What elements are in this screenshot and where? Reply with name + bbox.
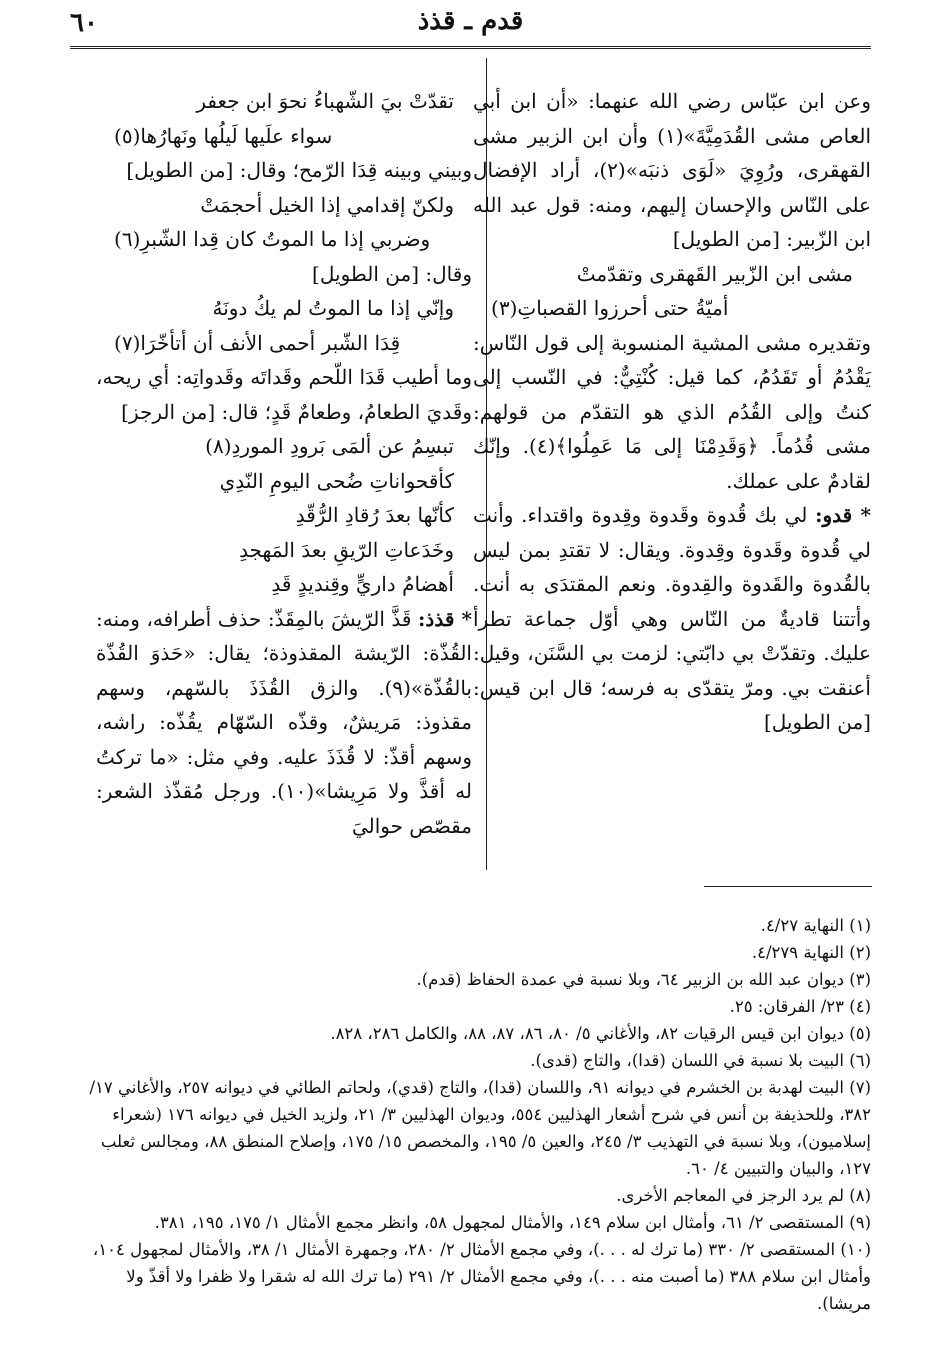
- footnote: (٦) البيت بلا نسبة في اللسان (قدا)، والتاج (قدى).: [530, 1051, 871, 1070]
- footnote: (٣) ديوان عبد الله بن الزبير ٦٤، وبلا نسبة في عمدة الحفاظ (قدم).: [416, 970, 871, 989]
- footnote: (٢) النهاية ٤/٢٧٩.: [751, 943, 871, 962]
- poem-verse: [96, 188, 472, 257]
- footnote: (٨) لم يرد الرجز في المعاجم الأخرى.: [616, 1186, 871, 1205]
- rajaz-line: تبسِمُ عن ألمَى بَرودِ الموردِ(٨): [205, 434, 454, 458]
- poem-verse: [96, 291, 472, 360]
- paragraph: وما أطيب قَدَا اللّحم وقَداتَه وقَدواتِه: أي ريحه، وقَديَ الطعامُ، وطعامٌ قَدٍ؛ قال: [من الرجز]: [96, 365, 472, 424]
- verse-second-hemistich: وضربي إذا ما الموتُ كان قِدا الشّبرِ(٦): [114, 227, 431, 251]
- paragraph: وقال: [من الطويل]: [312, 261, 472, 286]
- rajaz-poem: [96, 429, 472, 602]
- entry-text: قَذَّ الرّيشَ بالمِقَذّ: حذف أطرافه، ومنه: القُذّة: الرّيشة المقذوذة؛ يقال: «حَذوَ القُذّة بالقُذّة»(٩). والزق القُذَذَ بالسّهم، وسهم مقذوذ: مَريشٌ، وقذّه السّهّام يقُذّه: راشه، وسهم أقذّ: لا قُذَذَ عليه. وفي مثل: «ما تركتُ له أقذَّ ولا مَرِيشا»(١٠). ورجل مُقذّذ الشعر: مقصّص حواليَ: [96, 606, 472, 838]
- verse-first-hemistich: تقدّتْ بيَ الشّهباءُ نحوَ ابن جعفر: [196, 89, 454, 113]
- entry-text: لي بك قُدوة وقَدوة وقِدوة واقتداء. وأنت لي قُدوة وقَدوة وقِدوة. ويقال: لا تقتدِ بمن ليس بالقُدوة والقَدوة والقِدوة. ونعم المقتدَى به أنت. وأتتنا قاديةٌ من النّاس وهي أوّل جماعة تطرأ عليك. وتقدّتْ بي دابّتي: لزمت بي السَّنَن، وقيل: أعنقت بي. ومرّ يتقدّى به فرسه؛ قال ابن قيس: [من الطويل]: [473, 503, 871, 734]
- footnote: (٧) البيت لهدبة بن الخشرم في ديوانه ٩١، واللسان (قدا)، والتاج (قدي)، ولحاتم الطائي في ديوانه ٢٥٧، والأغاني ١٧/ ٣٨٢، وللحذيفة بن أنس في شرح أشعار الهذليين ٥٥٤، وديوان الهذليين ٣/ ٢١، ولزيد الخيل في ديوانه ١٧٦ (شعراء إسلاميون)، وبلا نسبة في التهذيب ٣/ ٢٤٥، والعين ٥/ ١٩٥، والمخصص ١٥/ ١٧٥، وإصلاح المنطق ٨٨، ومجالس ثعلب ١٢٧، والبيان والتبيين ٤/ ٦٠.: [89, 1078, 871, 1178]
- verse-second-hemistich: قِدَا الشّبر أحمى الأنف أن أتأخّرَا(٧): [114, 330, 401, 355]
- entry-headword: * قذذ:: [418, 606, 473, 631]
- left-column: [96, 84, 472, 843]
- footnote: (٩) المستقصى ٢/ ٦١، وأمثال ابن سلام ١٤٩، والأمثال لمجهول ٥٨، وانظر مجمع الأمثال ١/ ١٧٥، ١٩٥، ٣٨١.: [154, 1213, 871, 1232]
- rajaz-line: أهضامُ داريٍّ وقِنديدٍ قَدِ: [271, 572, 454, 596]
- rajaz-line: كأقحواناتِ ضُحى اليومِ النّدِي: [219, 468, 454, 493]
- footnotes: [71, 912, 871, 1317]
- page-number: ٦٠: [70, 8, 98, 38]
- footnote-divider: [704, 886, 872, 887]
- verse-second-hemistich: أميّةُ حتى أحرزوا القصباتِ(٣): [491, 296, 729, 320]
- verse-first-hemistich: ولكنّ إقدامي إذا الخيل أحجمَتْ: [200, 192, 454, 217]
- verse-first-hemistich: وإنّي إذا ما الموتُ لم يكُ دونَهُ: [212, 296, 454, 320]
- paragraph: وعن ابن عبّاس رضي الله عنهما: «أن ابن أبي العاص مشى القُدَمِيَّةَ»(١) وأن ابن الزبير مشى القهقرى، ورُوِيَ «لَوَى ذنبَه»(٢)، أراد الإفضال على النّاس والإحسان إليهم، ومنه: قول عبد الله ابن الزّبير: [من الطويل]: [473, 89, 871, 251]
- paragraph: وتقديره مشى المشية المنسوبة إلى قول النّاس: يَقْدُمُ أو تَقَدُمُ، كما قيل: كُنْتِيٌّ: في النّسب إلى كنتُ وإلى القُدُم الذي هو التقدّم من قولهم: مشى قُدُماً. ﴿وَقَدِمْنَا إلى مَا عَمِلُوا﴾(٤). وإنّك لقادمٌ على عملك.: [473, 330, 871, 493]
- footnote: (٥) ديوان ابن قيس الرقيات ٨٢، والأغاني ٥/ ٨٠، ٨٦، ٨٧، ٨٨، والكامل ٢٨٦، ٨٢٨.: [330, 1024, 871, 1043]
- right-column: [473, 84, 871, 740]
- entry-headword: * قدو:: [815, 503, 871, 527]
- poem-verse: [96, 84, 472, 153]
- rajaz-line: وخَدَعاتِ الرّيقِ بعدَ المَهجدِ: [239, 537, 454, 562]
- running-title: قدم ـ قذذ: [417, 6, 524, 36]
- paragraph: وبيني وبينه قِدَا الرّمح؛ وقال: [من الطويل]: [126, 158, 472, 182]
- footnote: (١٠) المستقصى ٢/ ٣٣٠ (ما ترك له . . .)، وفي مجمع الأمثال ٢/ ٢٨٠، وجمهرة الأمثال ١/ ٣٨، والأمثال لمجهول ١٠٤، وأمثال ابن سلام ٣٨٨ (ما أصبت منه . . .)، وفي مجمع الأمثال ٢/ ٢٩١ (ما ترك الله له شقرا ولا ظفرا ولا أقذّ ولا مريشا).: [92, 1240, 871, 1313]
- paragraph: [96, 602, 472, 844]
- footnote: (٤) ٢٣/ الفرقان: ٢٥.: [729, 997, 871, 1016]
- header-divider: [70, 46, 871, 49]
- paragraph: [473, 498, 871, 740]
- poem-verse: [473, 257, 871, 326]
- rajaz-line: كأنّها بعدَ رُقادِ الرُّقّدِ: [295, 503, 454, 527]
- footnote: (١) النهاية ٤/٢٧.: [760, 916, 871, 935]
- page-header: [70, 6, 871, 42]
- verse-second-hemistich: سواء علَيها لَيلُها ونَهارُها(٥): [114, 123, 333, 148]
- verse-first-hemistich: مشى ابن الزّبير القَهقرى وتقدّمتْ: [576, 261, 853, 286]
